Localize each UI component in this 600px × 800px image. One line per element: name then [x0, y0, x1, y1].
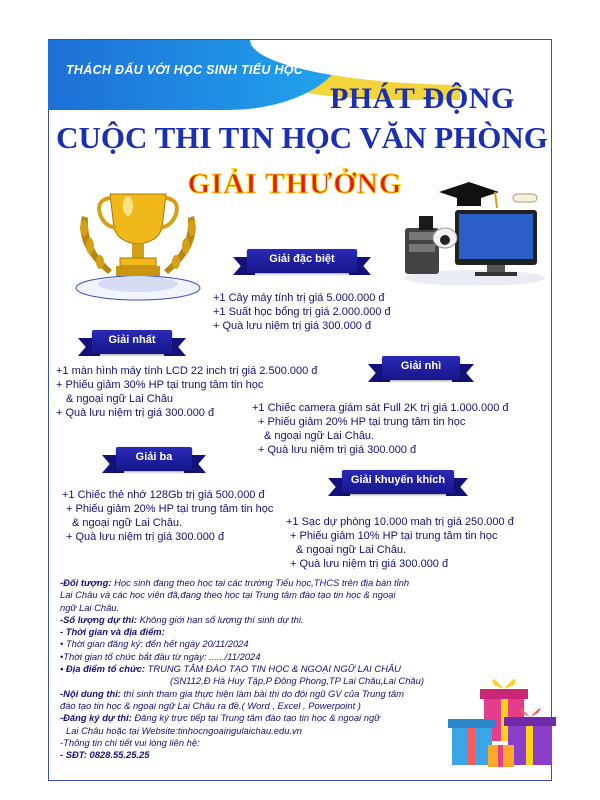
ribbon-special: [247, 249, 357, 273]
list-item: +1 Chiếc thẻ nhớ 128Gb trị giá 500.000 đ: [62, 489, 265, 501]
place-label: • Địa điểm tổ chức:: [60, 663, 145, 675]
special-prize-label: Giải đặc biệt: [269, 253, 335, 265]
gift-boxes-icon: [448, 665, 558, 775]
title-line2: CUỘC THI TIN HỌC VĂN PHÒNG: [56, 120, 548, 155]
list-item: +1 Cây máy tính trị giá 5.000.000 đ: [213, 292, 385, 304]
phone-number: - SĐT: 0828.55.25.25: [60, 749, 150, 761]
content-label: -Nội dung thi:: [60, 687, 121, 699]
register-text-2: Lai Châu hoặc tại Website:tinhocngoaingulaichau.edu.vn: [66, 724, 302, 736]
place-text: TRUNG TÂM ĐÀO TẠO TIN HỌC & NGOẠI NGỮ LAI CHÂU: [145, 663, 401, 675]
register-text: Đăng ký trực tiếp tại Trung tâm đào tạo tin học & ngoại ngữ: [131, 712, 381, 724]
target-text: Học sinh đang theo học tại các trường Tiểu học,THCS trên địa bàn tỉnh: [111, 577, 410, 588]
encourage-prize-label: Giải khuyến khích: [350, 474, 446, 486]
list-item: + Quà lưu niệm trị giá 300.000 đ: [56, 407, 215, 419]
list-item: + Quà lưu niệm trị giá 300.000 đ: [290, 558, 449, 570]
trophy-icon: [68, 176, 208, 306]
list-item: + Phiếu giảm 20% HP tại trung tâm tin học: [66, 503, 274, 515]
ribbon-third: [116, 447, 192, 471]
special-prize-list: [213, 291, 391, 333]
target-text-3: ngữ Lai Châu.: [60, 601, 120, 613]
encourage-prize-list: [286, 515, 514, 571]
third-prize-list: [62, 488, 273, 544]
banner-text: THÁCH ĐẤU VỚI HỌC SINH TIỂU HỌC: [66, 63, 304, 77]
list-item: +1 Chiếc camera giám sát Full 2K trị giá 1.000.000 đ: [252, 402, 509, 414]
target-text-2: Lai Châu và các học viên đã,đang theo học tại Trung tâm đào tạo tin học & ngoại: [60, 589, 396, 601]
list-item: + Phiếu giảm 30% HP tại trung tâm tin học: [56, 379, 264, 391]
ribbon-encourage: [342, 470, 454, 494]
prize-heading: GIẢI THƯỞNG: [187, 168, 403, 200]
ribbon-first: [92, 330, 172, 354]
contact-text: -Thông tin chi tiết vui lòng liên hệ:: [60, 736, 200, 748]
count-text: Không giới hạn số lượng thí sinh dự thi.: [136, 613, 304, 625]
info-section: [60, 577, 490, 761]
second-prize-label: Giải nhì: [400, 360, 442, 372]
first-prize-label: Giải nhất: [108, 334, 156, 346]
content-text: thí sinh tham gia thực hiện làm bài thi do đội ngũ GV của Trung tâm: [120, 687, 404, 699]
time-label: - Thời gian và địa điểm:: [60, 626, 165, 638]
target-label: -Đối tượng:: [60, 577, 112, 588]
count-label: -Số lượng dự thi:: [60, 613, 137, 625]
list-item: & ngoại ngữ Lai Châu.: [72, 517, 183, 529]
register-label: -Đăng ký dự thi:: [60, 712, 132, 724]
list-item: + Quà lưu niệm trị giá 300.000 đ: [213, 320, 372, 332]
list-item: & ngoại ngữ Lai Châu.: [296, 544, 407, 556]
content-text-2: đào tạo tin học & ngoại ngữ Lai Châu ra đề.( Word , Excel , Powerpoint ): [60, 699, 361, 711]
list-item: + Quà lưu niệm trị giá 300.000 đ: [66, 531, 225, 543]
list-item: & ngoại ngữ Lai Châu: [66, 393, 174, 405]
second-prize-list: [252, 401, 509, 457]
place-address: (SN112,Đ Hà Huy Tập,P Đông Phong,TP Lai Châu,Lai Châu): [170, 675, 424, 687]
gadgets-icon: [395, 180, 545, 285]
list-item: & ngoại ngữ Lai Châu.: [264, 430, 375, 442]
list-item: +1 màn hình máy tính LCD 22 inch trị giá 2.500.000 đ: [56, 365, 318, 377]
third-prize-label: Giải ba: [135, 451, 173, 463]
list-item: + Quà lưu niệm trị giá 300.000 đ: [258, 444, 417, 456]
ribbon-second: [382, 356, 460, 380]
registration-time: • Thời gian đăng ký: đến hết ngày 20/11/2024: [60, 638, 249, 650]
list-item: +1 Suất học bổng trị giá 2.000.000 đ: [213, 306, 391, 318]
list-item: + Phiếu giảm 10% HP tại trung tâm tin học: [290, 530, 498, 542]
list-item: + Phiếu giảm 20% HP tại trung tâm tin học: [258, 416, 466, 428]
title-line1: PHÁT ĐỘNG: [330, 82, 515, 115]
organization-time: •Thời gian tổ chức bắt đầu từ ngày: ....../11/2024: [60, 650, 261, 662]
list-item: +1 Sạc dự phòng 10.000 mah trị giá 250.000 đ: [286, 516, 514, 528]
